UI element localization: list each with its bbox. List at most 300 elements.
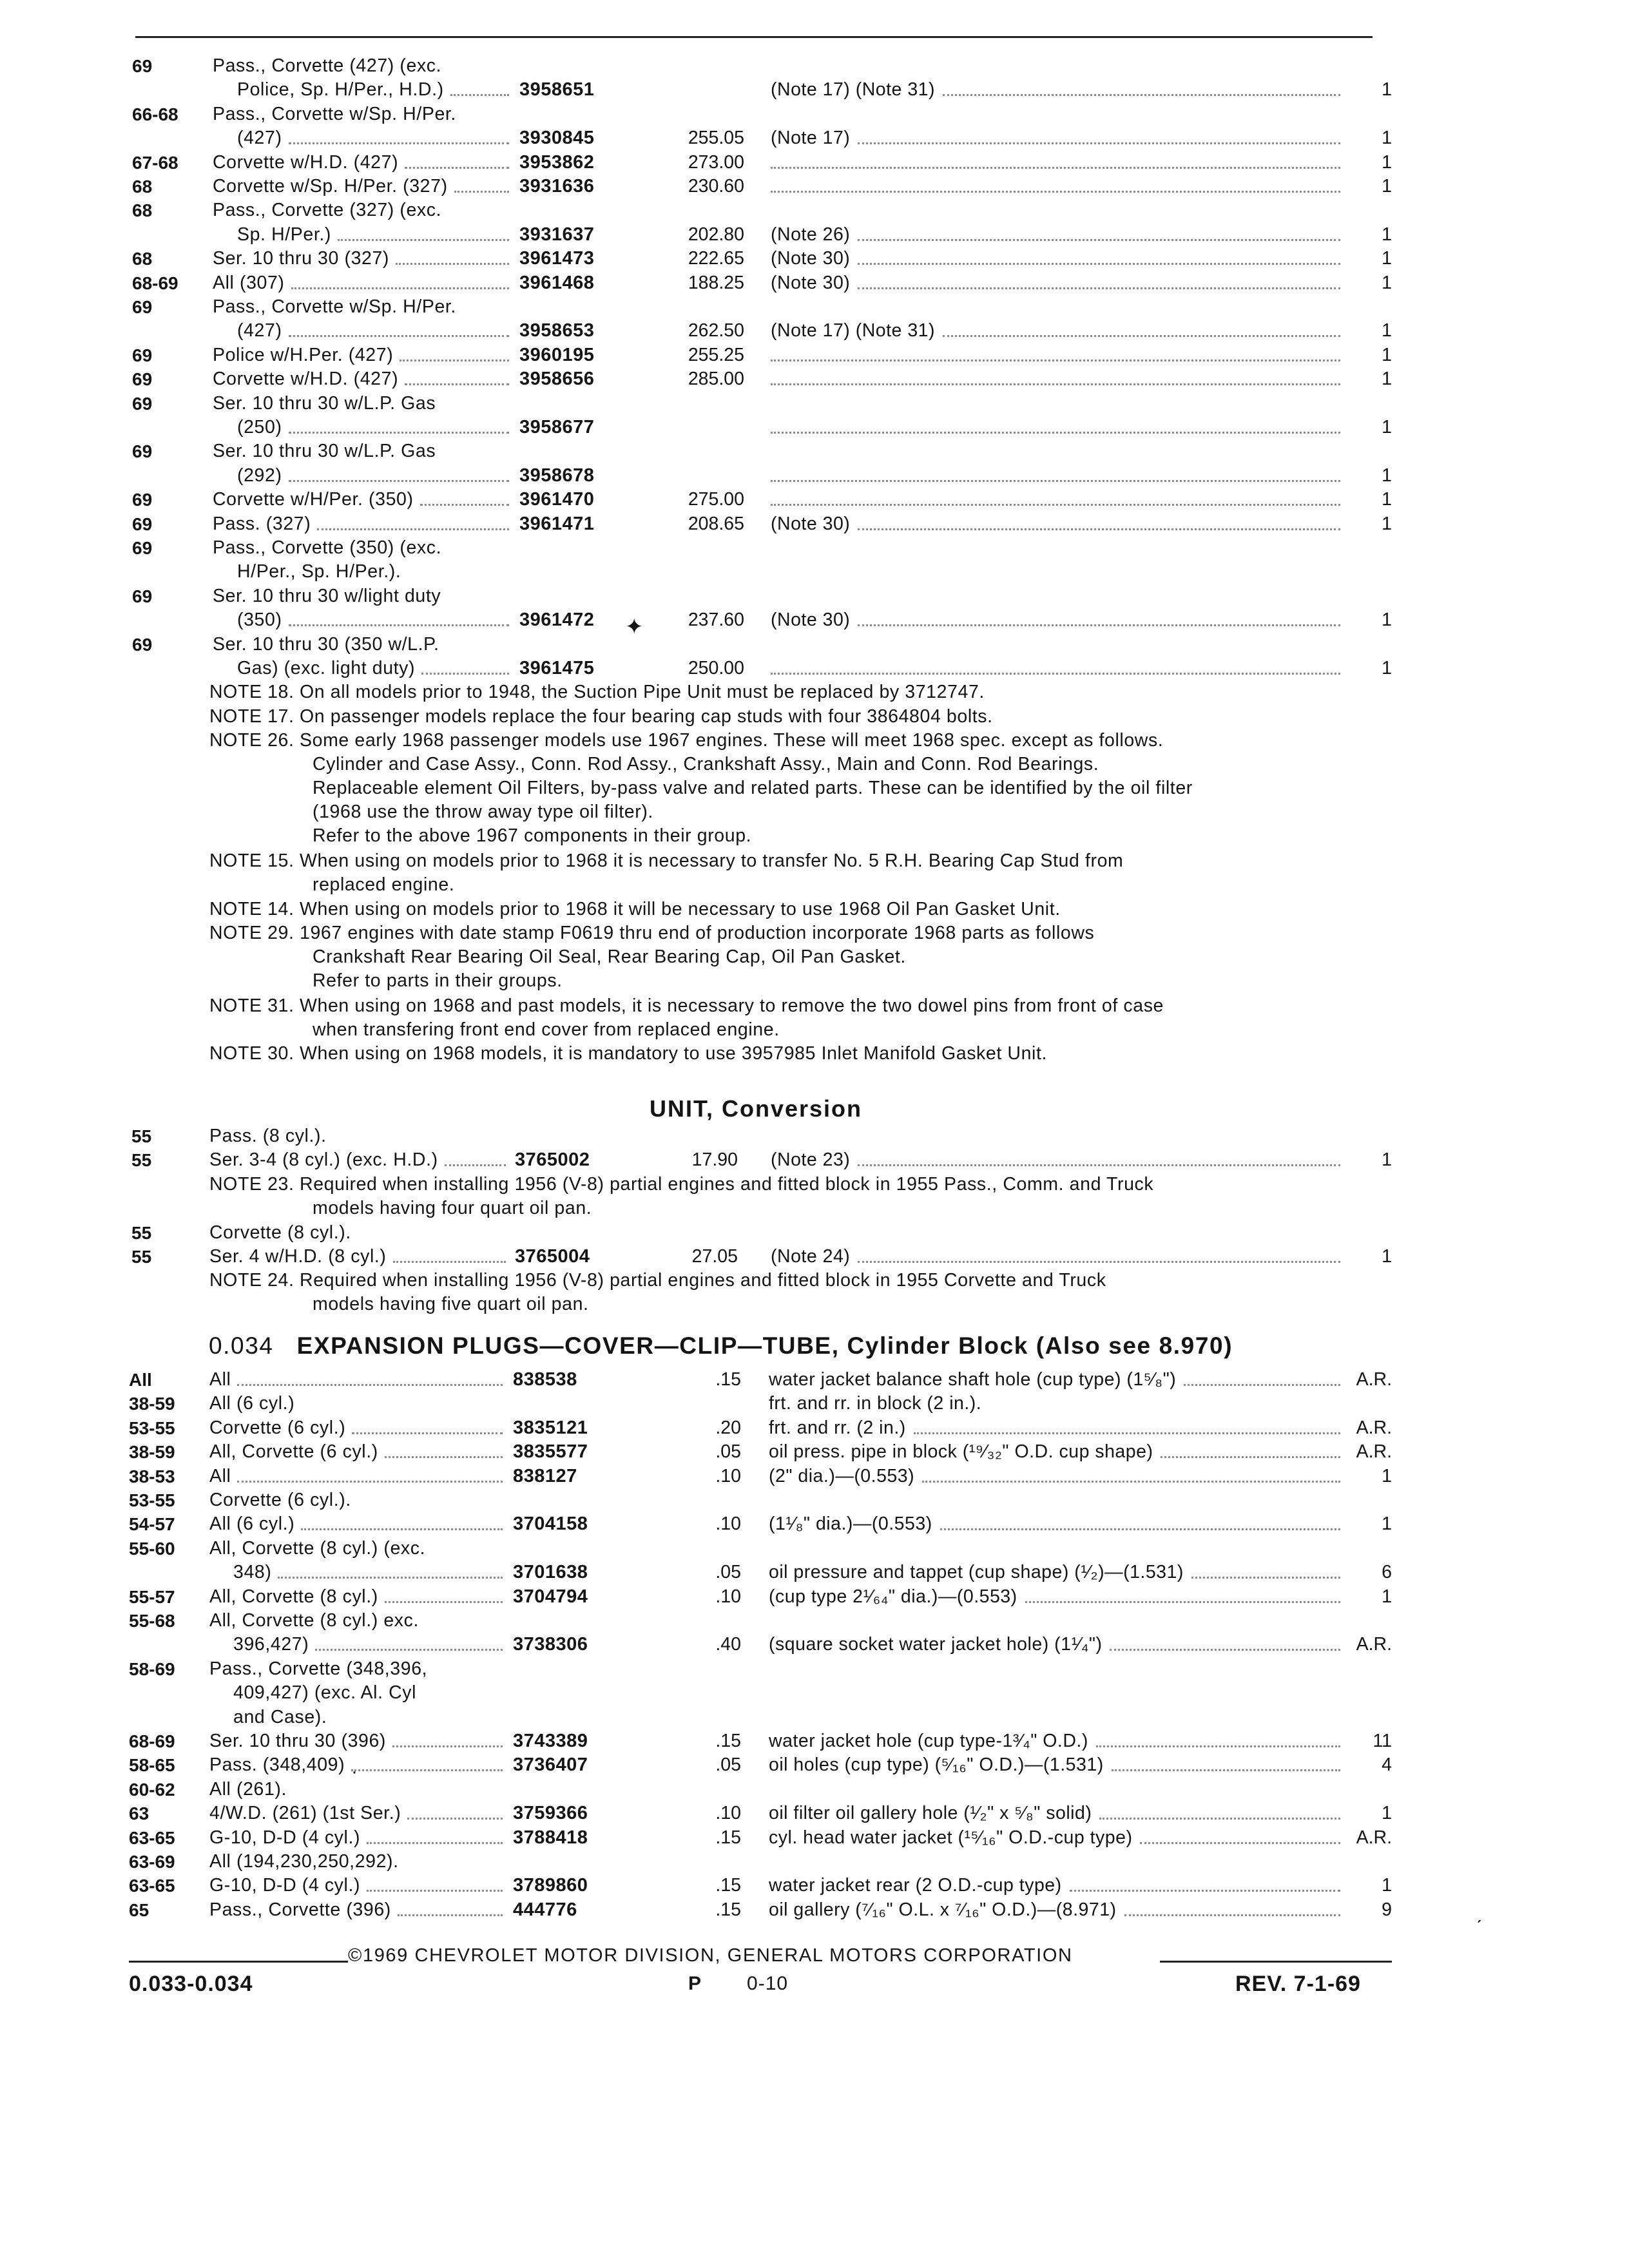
model-year: 69 [132, 345, 153, 365]
table-row [0, 608, 1629, 632]
application-desc: Corvette w/H/Per. (350) [213, 489, 414, 510]
part-number: 3958656 [519, 369, 595, 389]
table-row [0, 1585, 1629, 1609]
table-row [0, 1221, 1629, 1245]
part-number: 3930845 [519, 128, 595, 148]
list-price: 202.80 [688, 224, 744, 245]
model-year: 38-59 [129, 1442, 175, 1462]
dot-leader [396, 263, 509, 265]
part-number: 444776 [513, 1899, 577, 1920]
model-year: 55 [131, 1247, 152, 1267]
remarks: (Note 26) [771, 224, 851, 245]
list-price: 255.25 [688, 345, 744, 365]
application-desc: (427) [237, 320, 282, 341]
note-block [209, 921, 1421, 993]
part-number: 3961475 [519, 658, 595, 678]
margin-dot: · [351, 1761, 358, 1782]
dot-leader [351, 1769, 503, 1771]
application-desc: All, Corvette (8 cyl.) exc. [209, 1610, 419, 1631]
dot-leader [858, 263, 1340, 265]
note-line [209, 849, 1421, 873]
application-desc: Ser. 10 thru 30 (350 w/L.P. [213, 634, 439, 655]
application-desc: Sp. H/Per.) [237, 224, 331, 245]
model-year: 38-53 [129, 1466, 175, 1486]
dot-leader [392, 1745, 503, 1747]
note-line: Refer to parts in their groups. [313, 970, 563, 991]
table-row [0, 1465, 1629, 1488]
model-year: 63-65 [129, 1828, 175, 1848]
application-desc: All, Corvette (6 cyl.) [209, 1441, 378, 1462]
list-price: .05 [715, 1562, 741, 1582]
part-number: 3961471 [519, 514, 595, 534]
quantity: 1 [1382, 320, 1392, 341]
note-block [209, 994, 1421, 1042]
table-row [0, 1148, 1629, 1172]
list-price: 255.05 [688, 128, 744, 148]
table-row [0, 1802, 1629, 1825]
table-row [0, 175, 1629, 198]
dot-leader [338, 239, 509, 241]
quantity: 1 [1382, 1149, 1392, 1170]
model-year: 54-57 [129, 1514, 175, 1534]
dot-leader [393, 1261, 506, 1263]
note-line [209, 680, 1421, 704]
list-price: .10 [715, 1514, 741, 1534]
table-row [0, 1778, 1629, 1802]
table-row [0, 657, 1629, 680]
remarks: (Note 17) [771, 128, 851, 148]
model-year: 60-62 [129, 1780, 175, 1800]
table-row [0, 198, 1629, 222]
table-row [0, 1245, 1629, 1269]
application-desc: Ser. 10 thru 30 w/light duty [213, 586, 441, 606]
quantity: 9 [1382, 1899, 1392, 1920]
footer-rule-right [1160, 1961, 1392, 1963]
model-year: 55-57 [129, 1587, 175, 1607]
application-desc: Corvette (6 cyl.). [209, 1490, 351, 1510]
remarks: (cup type 2¹⁄₆₄" dia.)—(0.553) [769, 1586, 1017, 1607]
dot-leader [858, 528, 1340, 530]
table-row [0, 464, 1629, 488]
model-year: 55-60 [129, 1539, 175, 1559]
table-row [0, 1898, 1629, 1922]
quantity: A.R. [1356, 1827, 1392, 1848]
table-row [0, 151, 1629, 175]
part-number: 3789860 [513, 1875, 588, 1896]
dot-leader [771, 167, 1340, 169]
table-row [0, 1368, 1629, 1392]
dot-leader [1099, 1818, 1340, 1820]
dot-leader [385, 1456, 503, 1458]
dot-leader [943, 335, 1340, 337]
note-text: Required when installing 1956 (V-8) partial engines and fitted block in 1955 Pass., Comm. and Truck [300, 1174, 1154, 1195]
application-desc: Pass. (8 cyl.). [209, 1126, 327, 1146]
list-price: 237.60 [688, 610, 744, 630]
table-row [0, 1706, 1629, 1729]
dot-leader [858, 624, 1340, 626]
note-text: On all models prior to 1948, the Suction Pipe Unit must be replaced by 3712747. [300, 682, 985, 702]
application-desc: and Case). [233, 1707, 327, 1727]
table-row [0, 1124, 1629, 1148]
application-desc: (350) [237, 610, 282, 630]
quantity: 1 [1382, 1875, 1392, 1896]
list-price: .10 [715, 1586, 741, 1607]
remarks: water jacket balance shaft hole (cup type) (1⁵⁄₈") [769, 1369, 1177, 1390]
table-row [0, 1753, 1629, 1777]
quantity: 11 [1373, 1731, 1392, 1751]
expansion-plugs-heading [209, 1332, 1629, 1360]
part-number: 3759366 [513, 1803, 588, 1823]
quantity: A.R. [1356, 1634, 1392, 1655]
remarks: oil gallery (⁷⁄₁₆" O.L. x ⁷⁄₁₆" O.D.)—(8.971) [769, 1899, 1117, 1920]
remarks: (square socket water jacket hole) (1¹⁄₄") [769, 1634, 1103, 1655]
table-row [0, 488, 1629, 512]
dot-leader [421, 673, 509, 675]
quantity: 1 [1382, 369, 1392, 389]
model-year: 68-69 [132, 273, 178, 293]
note-text: When using on models prior to 1968 it will be necessary to use 1968 Oil Pan Gasket Unit. [300, 899, 1061, 919]
table-row [0, 536, 1629, 560]
table-row [0, 295, 1629, 319]
model-year: 63-69 [129, 1852, 175, 1872]
quantity: 1 [1382, 465, 1392, 486]
list-price: 222.65 [688, 248, 744, 269]
application-desc: Corvette (6 cyl.) [209, 1418, 346, 1438]
model-year: 69 [132, 635, 153, 655]
note-text: When using on 1968 models, it is mandatory to use 3957985 Inlet Manifold Gasket Unit. [300, 1043, 1047, 1064]
remarks: water jacket rear (2 O.D.-cup type) [769, 1875, 1062, 1896]
quantity: 1 [1382, 1586, 1392, 1607]
dot-leader [405, 167, 509, 169]
dot-leader [278, 1577, 503, 1579]
table-row [0, 560, 1629, 584]
quantity: 1 [1382, 224, 1392, 245]
table-row [0, 1850, 1629, 1874]
model-year: 55 [131, 1223, 152, 1243]
part-number: 3958651 [519, 79, 595, 100]
dot-leader [237, 1481, 503, 1483]
application-desc: 396,427) [233, 1634, 309, 1655]
dot-leader [1112, 1769, 1340, 1771]
quantity: 1 [1382, 79, 1392, 100]
footer-rule-left [129, 1961, 348, 1963]
quantity: 1 [1382, 273, 1392, 293]
note-line: Cylinder and Case Assy., Conn. Rod Assy., Crankshaft Assy., Main and Conn. Rod Bearings. [313, 754, 1099, 774]
application-desc: Pass., Corvette w/Sp. H/Per. [213, 296, 456, 317]
note-block [209, 1042, 1421, 1066]
list-price: 285.00 [688, 369, 744, 389]
remarks: (Note 30) [771, 273, 851, 293]
application-desc: Corvette (8 cyl.). [209, 1222, 351, 1243]
model-year: 53-55 [129, 1490, 175, 1510]
table-row [0, 54, 1629, 78]
table-row [0, 319, 1629, 343]
table-row [0, 633, 1629, 657]
note-label: NOTE 26. [209, 730, 300, 751]
note-block [209, 849, 1421, 897]
part-number: 3835121 [513, 1418, 588, 1438]
note-line: Crankshaft Rear Bearing Oil Seal, Rear Bearing Cap, Oil Pan Gasket. [313, 947, 906, 967]
dot-leader [858, 142, 1340, 144]
table-row [0, 1561, 1629, 1584]
table-row [0, 1681, 1629, 1705]
application-desc: 4/W.D. (261) (1st Ser.) [209, 1803, 401, 1823]
dot-leader [943, 94, 1340, 96]
model-year: 68 [132, 177, 153, 197]
dot-leader [405, 383, 509, 385]
model-year: 69 [132, 586, 153, 606]
table-row [0, 1609, 1629, 1633]
note-block [209, 898, 1421, 921]
application-desc: Ser. 10 thru 30 w/L.P. Gas [213, 393, 436, 414]
dot-leader [289, 335, 509, 337]
part-number: 3931637 [519, 224, 595, 245]
model-year: 55 [131, 1126, 152, 1146]
margin-tick: ˏ [1476, 1902, 1482, 1923]
application-desc: All (307) [213, 273, 285, 293]
page-letter: P [688, 1973, 702, 1994]
table-row [0, 1512, 1629, 1536]
model-year: 69 [132, 538, 153, 558]
note-label: NOTE 14. [209, 899, 300, 919]
dot-leader [289, 432, 509, 434]
model-year: 58-65 [129, 1755, 175, 1775]
page-number: 0-10 [747, 1973, 789, 1994]
application-desc: (250) [237, 417, 282, 437]
note-text: When using on models prior to 1968 it is necessary to transfer No. 5 R.H. Bearing Cap Stud from [300, 850, 1124, 871]
table-row [0, 1392, 1629, 1416]
dot-leader [771, 504, 1340, 506]
model-year: 55-68 [129, 1611, 175, 1631]
application-desc: Pass., Corvette w/Sp. H/Per. [213, 104, 456, 124]
dot-leader [398, 1914, 503, 1916]
dot-leader [400, 360, 509, 361]
dot-leader [237, 1384, 503, 1386]
application-desc: All (261). [209, 1779, 287, 1800]
model-year: 58-69 [129, 1659, 175, 1679]
model-year: 69 [132, 514, 153, 534]
footer-section-range: 0.033-0.034 [129, 1972, 253, 1996]
quantity: 1 [1382, 152, 1392, 173]
application-desc: Pass., Corvette (427) (exc. [213, 55, 442, 76]
part-number: 3701638 [513, 1562, 588, 1582]
note-block [209, 680, 1421, 704]
part-number: 3788418 [513, 1827, 588, 1848]
remarks: (Note 17) (Note 31) [771, 320, 936, 341]
remarks: (Note 30) [771, 514, 851, 534]
model-year: 55 [131, 1150, 152, 1170]
model-year: 69 [132, 297, 153, 317]
list-price: .15 [715, 1731, 741, 1751]
dot-leader [858, 1261, 1340, 1263]
dot-leader [289, 624, 509, 626]
note-label: NOTE 29. [209, 923, 300, 943]
dot-leader [771, 191, 1340, 193]
part-number: 3738306 [513, 1634, 588, 1655]
table-row [0, 1874, 1629, 1898]
note-line: Replaceable element Oil Filters, by-pass valve and related parts. These can be identified by the oil filter [313, 778, 1193, 798]
dot-leader [291, 287, 509, 289]
table-row [0, 392, 1629, 416]
dot-leader [771, 383, 1340, 385]
application-desc: Police, Sp. H/Per., H.D.) [237, 79, 444, 100]
list-price: 250.00 [688, 658, 744, 678]
model-year: 69 [132, 441, 153, 461]
table-row [0, 584, 1629, 608]
application-desc: All (194,230,250,292). [209, 1851, 399, 1872]
remarks: (2" dia.)—(0.553) [769, 1466, 915, 1486]
application-desc: 409,427) (exc. Al. Cyl [233, 1682, 417, 1703]
note-line: Refer to the above 1967 components in their group. [313, 825, 752, 846]
list-price: .10 [715, 1466, 741, 1486]
part-number: 3765002 [515, 1149, 590, 1170]
table-row [0, 102, 1629, 126]
model-year: 68 [132, 200, 153, 220]
part-number: 3953862 [519, 152, 595, 173]
dot-leader [858, 1164, 1340, 1166]
remarks: (Note 24) [771, 1246, 851, 1267]
dot-leader [1184, 1384, 1340, 1386]
part-number: 3958653 [519, 320, 595, 341]
table-row [0, 1633, 1629, 1657]
list-price: 208.65 [688, 514, 744, 534]
model-year: 65 [129, 1900, 149, 1920]
unit-conversion-heading: UNIT, Conversion [650, 1095, 863, 1122]
quantity: 1 [1382, 176, 1392, 197]
table-row [0, 126, 1629, 150]
model-year: 67-68 [132, 153, 178, 173]
application-desc: Ser. 10 thru 30 w/L.P. Gas [213, 441, 436, 461]
part-number: 3961472 [519, 610, 595, 630]
dot-leader [367, 1842, 503, 1844]
application-desc: G-10, D-D (4 cyl.) [209, 1875, 361, 1896]
table-row [0, 343, 1629, 367]
remarks: frt. and rr. (2 in.) [769, 1418, 906, 1438]
note-label: NOTE 15. [209, 850, 300, 871]
dot-leader [1140, 1842, 1340, 1844]
list-price: 275.00 [688, 489, 744, 510]
note-line [209, 921, 1421, 945]
table-row [0, 1488, 1629, 1512]
application-desc: H/Per., Sp. H/Per.). [237, 561, 401, 582]
list-price: .10 [715, 1803, 741, 1823]
dot-leader [315, 1649, 503, 1651]
remarks: (Note 30) [771, 610, 851, 630]
model-year: 53-55 [129, 1418, 175, 1438]
table-row [0, 1729, 1629, 1753]
note-line [209, 898, 1421, 921]
quantity: 1 [1382, 610, 1392, 630]
dot-leader [771, 432, 1340, 434]
application-desc: Gas) (exc. light duty) [237, 658, 416, 678]
remarks: (Note 30) [771, 248, 851, 269]
quantity: 1 [1382, 417, 1392, 437]
application-desc: G-10, D-D (4 cyl.) [209, 1827, 361, 1848]
application-desc: All, Corvette (8 cyl.) [209, 1586, 378, 1607]
handwritten-check-mark: ✦ [625, 615, 644, 639]
model-year: 69 [132, 394, 153, 414]
model-year: 63-65 [129, 1876, 175, 1896]
note-line [209, 1173, 1421, 1196]
dot-leader [385, 1601, 503, 1603]
note-label: NOTE 31. [209, 995, 300, 1016]
dot-leader [352, 1432, 503, 1434]
application-desc: All (6 cyl.) [209, 1514, 295, 1534]
application-desc: Police w/H.Per. (427) [213, 345, 394, 365]
list-price: .15 [715, 1899, 741, 1920]
part-number: 3743389 [513, 1731, 588, 1751]
table-row [0, 247, 1629, 271]
section-title: EXPANSION PLUGS—COVER—CLIP—TUBE, Cylinder Block (Also see 8.970) [296, 1332, 1233, 1359]
quantity: 1 [1382, 658, 1392, 678]
remarks: water jacket hole (cup type-1³⁄₄" O.D.) [769, 1731, 1088, 1751]
remarks: (Note 17) (Note 31) [771, 79, 936, 100]
model-year: 69 [132, 56, 153, 76]
quantity: 1 [1382, 489, 1392, 510]
dot-leader [317, 528, 509, 530]
dot-leader [420, 504, 509, 506]
dot-leader [450, 94, 509, 96]
list-price: 273.00 [688, 152, 744, 173]
model-year: 68-69 [129, 1731, 175, 1751]
remarks: oil pressure and tappet (cup shape) (¹⁄₂)—(1.531) [769, 1562, 1184, 1582]
application-desc: Pass. (348,409) [209, 1754, 345, 1775]
quantity: 1 [1382, 1514, 1392, 1534]
note-label: NOTE 23. [209, 1174, 300, 1195]
quantity: 1 [1382, 128, 1392, 148]
dot-leader [289, 480, 509, 482]
dot-leader [1096, 1745, 1340, 1747]
note-label: NOTE 30. [209, 1043, 300, 1064]
note-line [209, 729, 1421, 753]
application-desc: (292) [237, 465, 282, 486]
note-text: 1967 engines with date stamp F0619 thru end of production incorporate 1968 parts as follows [300, 923, 1095, 943]
model-year: 69 [132, 490, 153, 510]
footer-page-number [688, 1973, 788, 1995]
application-desc: Pass., Corvette (348,396, [209, 1658, 428, 1679]
part-number: 3931636 [519, 176, 595, 197]
list-price: .05 [715, 1441, 741, 1462]
list-price: .15 [715, 1369, 741, 1390]
note-block [209, 729, 1421, 848]
table-row [0, 1537, 1629, 1561]
application-desc: All [209, 1466, 231, 1486]
application-desc: Ser. 3-4 (8 cyl.) (exc. H.D.) [209, 1149, 438, 1170]
footer-copyright: ©1969 CHEVROLET MOTOR DIVISION, GENERAL MOTORS CORPORATION [348, 1945, 1073, 1966]
table-row [0, 416, 1629, 439]
table-row [0, 223, 1629, 247]
model-year: 68 [132, 249, 153, 269]
dot-leader [1070, 1890, 1340, 1892]
quantity: A.R. [1356, 1441, 1392, 1462]
application-desc: Ser. 4 w/H.D. (8 cyl.) [209, 1246, 387, 1267]
model-year: All [129, 1370, 152, 1390]
note-line [209, 705, 1421, 729]
note-line: models having four quart oil pan. [313, 1198, 592, 1218]
dot-leader [771, 673, 1340, 675]
list-price: .20 [715, 1418, 741, 1438]
footer-revision: REV. 7-1-69 [1235, 1972, 1361, 1996]
note-line: replaced engine. [313, 874, 455, 895]
application-desc: (427) [237, 128, 282, 148]
dot-leader [1025, 1601, 1340, 1603]
top-rule [135, 36, 1373, 38]
quantity: 1 [1382, 1466, 1392, 1486]
list-price: 262.50 [688, 320, 744, 341]
application-desc: Corvette w/H.D. (427) [213, 369, 399, 389]
note-line: models having five quart oil pan. [313, 1294, 589, 1314]
part-number: 3961473 [519, 248, 595, 269]
